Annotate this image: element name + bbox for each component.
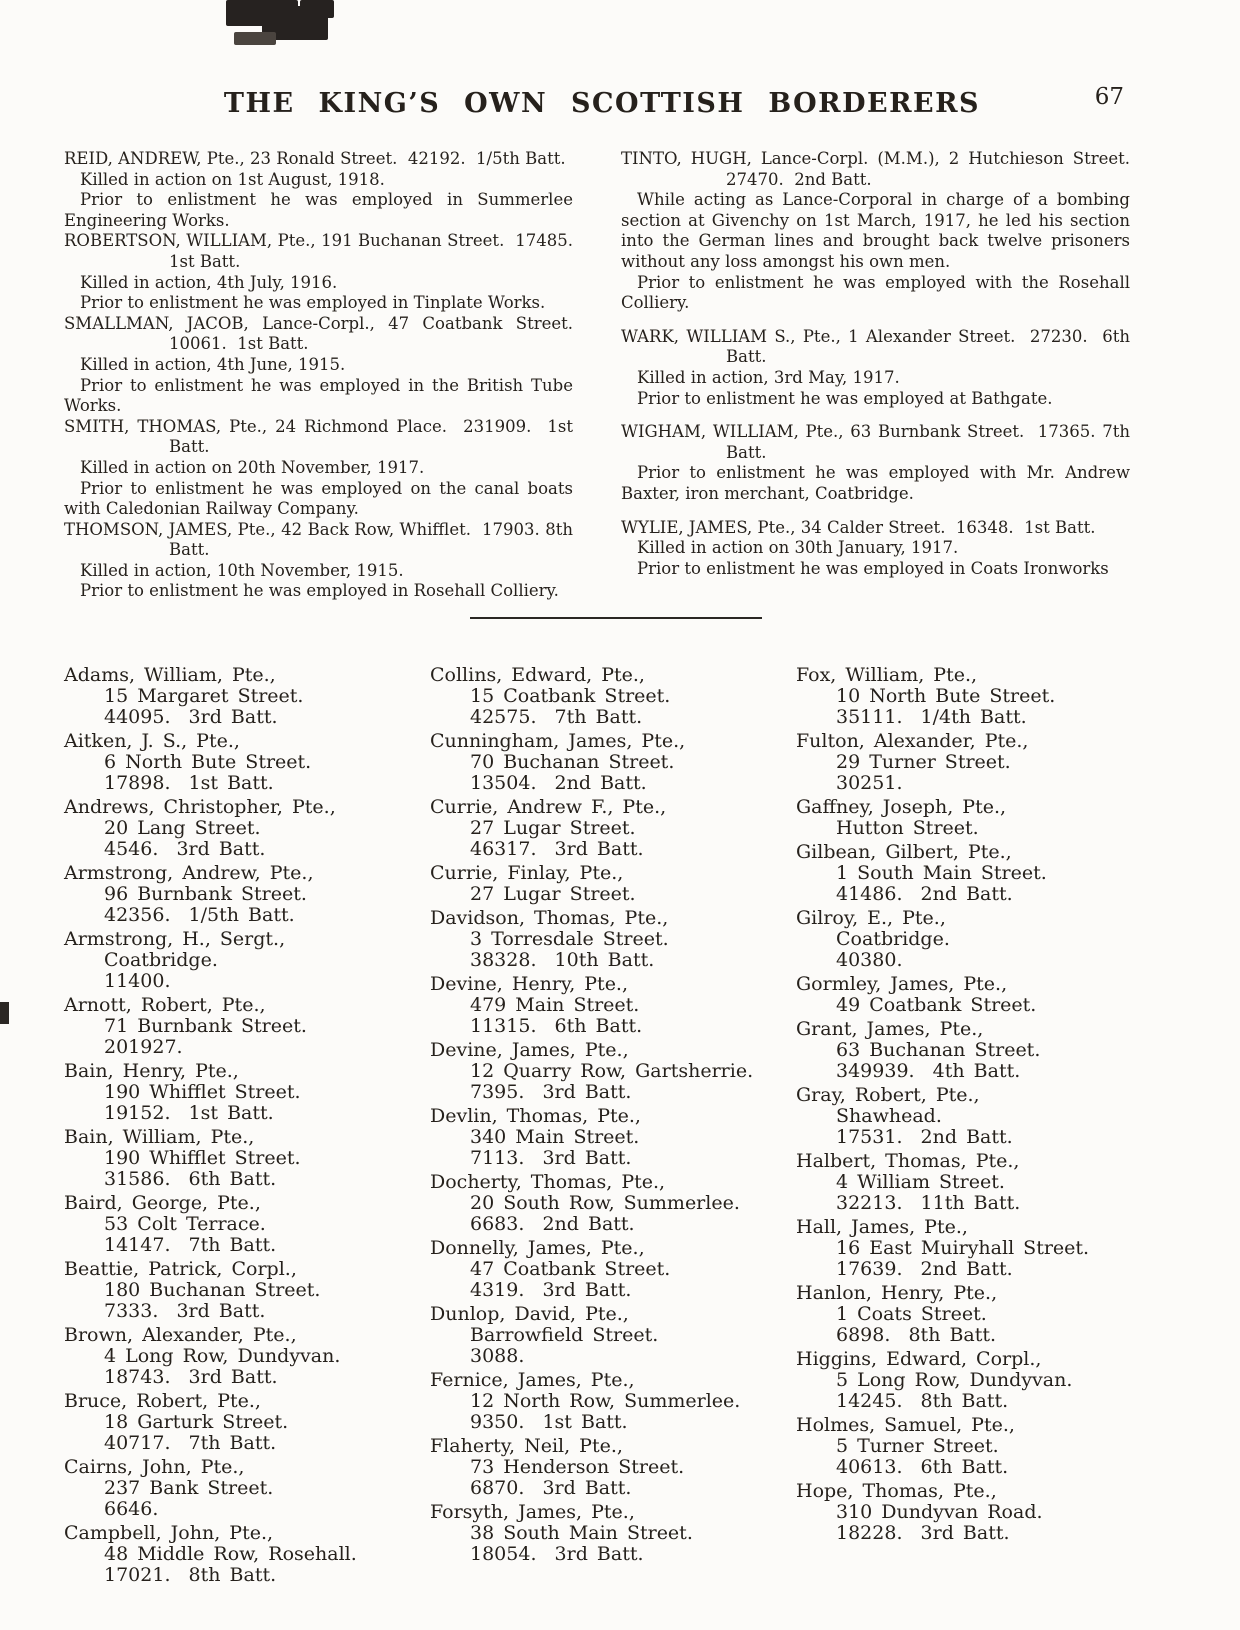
roll-entry-name: Docherty, Thomas, Pte., xyxy=(430,1171,666,1194)
roll-entry xyxy=(430,1172,796,1235)
roll-entry xyxy=(430,1304,796,1367)
roll-entry xyxy=(796,731,1162,794)
memorial-entry-heading: WYLIE, JAMES, Pte., 34 Calder Street. 16348. 1st Batt. xyxy=(621,517,1096,537)
roll-entry xyxy=(64,665,430,728)
roll-entry-address: 71 Burnbank Street. xyxy=(104,1015,307,1038)
roll-entry-number: 30251. xyxy=(836,772,903,795)
memorial-entry xyxy=(621,422,1136,504)
roll-entry-number: 44095. 3rd Batt. xyxy=(104,706,278,729)
roll-entry-name: Donnelly, James, Pte., xyxy=(430,1237,645,1260)
roll-entry-name: Gaffney, Joseph, Pte., xyxy=(796,796,1007,819)
roll-entry-address: 49 Coatbank Street. xyxy=(836,994,1037,1017)
roll-entry-number: 42356. 1/5th Batt. xyxy=(104,904,295,927)
roll-entry xyxy=(796,1085,1162,1148)
roll-entry-number: 40380. xyxy=(836,949,903,972)
roll-entry-address: 180 Buchanan Street. xyxy=(104,1279,321,1302)
roll-entry-number: 4319. 3rd Batt. xyxy=(470,1279,632,1302)
roll-entry-address: 47 Coatbank Street. xyxy=(470,1258,671,1281)
roll-entry-number: 18743. 3rd Batt. xyxy=(104,1366,278,1389)
memorial-entry xyxy=(64,149,573,231)
roll-entry-name: Aitken, J. S., Pte., xyxy=(64,730,240,753)
roll-entry-address: 70 Buchanan Street. xyxy=(470,751,675,774)
roll-entry xyxy=(64,863,430,926)
roll-entry-name: Baird, George, Pte., xyxy=(64,1192,261,1215)
roll-entry-name: Fernice, James, Pte., xyxy=(430,1369,635,1392)
roll-entry-name: Devlin, Thomas, Pte., xyxy=(430,1105,641,1128)
roll-entry xyxy=(430,797,796,860)
roll-entry-number: 31586. 6th Batt. xyxy=(104,1168,277,1191)
memorial-entry-paragraph: Prior to enlistment he was employed in Coats Ironworks xyxy=(637,558,1109,578)
roll-entry-name: Fulton, Alexander, Pte., xyxy=(796,730,1029,753)
roll-entry xyxy=(430,731,796,794)
roll-entry-name: Andrews, Christopher, Pte., xyxy=(64,796,336,819)
roll-entry-address: 10 North Bute Street. xyxy=(836,685,1056,708)
roll-entry-name: Beattie, Patrick, Corpl., xyxy=(64,1258,297,1281)
roll-entry xyxy=(64,1061,430,1124)
memorial-entry-heading: SMITH, THOMAS, Pte., 24 Richmond Place. 231909. 1st Batt. xyxy=(64,416,579,457)
memorial-entry-paragraph: Prior to enlistment he was employed at Bathgate. xyxy=(637,388,1053,408)
roll-entry-number: 42575. 7th Batt. xyxy=(470,706,643,729)
memorial-entry-heading: THOMSON, JAMES, Pte., 42 Back Row, Whifflet. 17903. 8th Batt. xyxy=(64,519,579,560)
roll-entry-number: 7333. 3rd Batt. xyxy=(104,1300,266,1323)
roll-entry-address: 27 Lugar Street. xyxy=(470,883,636,906)
roll-entry-name: Currie, Andrew F., Pte., xyxy=(430,796,667,819)
roll-entry xyxy=(64,929,430,992)
roll-entry-address: 73 Henderson Street. xyxy=(470,1456,685,1479)
roll-entry-name: Devine, James, Pte., xyxy=(430,1039,629,1062)
roll-entry xyxy=(430,1502,796,1565)
scan-edge-mark xyxy=(0,1002,9,1024)
roll-entry xyxy=(796,1415,1162,1478)
roll-entry-name: Grant, James, Pte., xyxy=(796,1018,984,1041)
memorial-entry-heading: WARK, WILLIAM S., Pte., 1 Alexander Street. 27230. 6th Batt. xyxy=(621,326,1136,367)
roll-entry-number: 40717. 7th Batt. xyxy=(104,1432,277,1455)
roll-entry-name: Campbell, John, Pte., xyxy=(64,1522,274,1545)
memorial-entry-paragraph: Killed in action on 1st August, 1918. xyxy=(80,169,385,189)
roll-entry-name: Bain, Henry, Pte., xyxy=(64,1060,239,1083)
roll-entry xyxy=(64,1193,430,1256)
roll-entry-number: 18228. 3rd Batt. xyxy=(836,1522,1010,1545)
memorial-entry xyxy=(621,326,1136,409)
roll-entry xyxy=(430,863,796,905)
roll-entry-name: Devine, Henry, Pte., xyxy=(430,973,629,996)
roll-entry-number: 32213. 11th Batt. xyxy=(836,1192,1021,1215)
roll-entry-number: 11315. 6th Batt. xyxy=(470,1015,643,1038)
roll-entry-name: Davidson, Thomas, Pte., xyxy=(430,907,669,930)
memorial-entry-paragraph: Prior to enlistment he was employed in the British Tube Works. xyxy=(64,375,573,416)
roll-entry-address: 6 North Bute Street. xyxy=(104,751,312,774)
roll-entry-address: 15 Coatbank Street. xyxy=(470,685,671,708)
roll-entry-name: Forsyth, James, Pte., xyxy=(430,1501,635,1524)
roll-entry-address: 190 Whifflet Street. xyxy=(104,1081,301,1104)
roll-entry-number: 6683. 2nd Batt. xyxy=(470,1213,635,1236)
roll-entry-address: 310 Dundyvan Road. xyxy=(836,1501,1043,1524)
roll-entry xyxy=(64,1523,430,1586)
roll-entry-address: 18 Garturk Street. xyxy=(104,1411,289,1434)
roll-entry-number: 46317. 3rd Batt. xyxy=(470,838,644,861)
roll-entry-address: 3 Torresdale Street. xyxy=(470,928,669,951)
memorial-entry xyxy=(64,231,579,313)
roll-entry xyxy=(64,1127,430,1190)
roll-entry-address: Coatbridge. xyxy=(836,928,950,951)
memorial-entry-paragraph: Killed in action, 4th July, 1916. xyxy=(80,272,338,292)
roll-entry-name: Higgins, Edward, Corpl., xyxy=(796,1348,1042,1371)
roll-entry-address: 340 Main Street. xyxy=(470,1126,640,1149)
roll-entry-name: Gormley, James, Pte., xyxy=(796,973,1008,996)
roll-entry-address: 15 Margaret Street. xyxy=(104,685,304,708)
roll-entry-name: Hanlon, Henry, Pte., xyxy=(796,1282,998,1305)
roll-entry-address: Coatbridge. xyxy=(104,949,218,972)
roll-entry-address: 53 Colt Terrace. xyxy=(104,1213,266,1236)
roll-entry-address: 190 Whifflet Street. xyxy=(104,1147,301,1170)
roll-entry xyxy=(796,1151,1162,1214)
page-header xyxy=(0,0,1240,119)
roll-entry-number: 17639. 2nd Batt. xyxy=(836,1258,1013,1281)
roll-entry-number: 18054. 3rd Batt. xyxy=(470,1543,644,1566)
roll-entry-name: Hope, Thomas, Pte., xyxy=(796,1480,997,1503)
memorial-entry-paragraph: Killed in action, 3rd May, 1917. xyxy=(637,367,900,387)
roll-entry xyxy=(796,1283,1162,1346)
roll-entry-name: Brown, Alexander, Pte., xyxy=(64,1324,297,1347)
memorial-entry-paragraph: Prior to enlistment he was employed in Tinplate Works. xyxy=(80,293,546,313)
roll-entry xyxy=(430,1238,796,1301)
roll-entry-number: 38328. 10th Batt. xyxy=(470,949,655,972)
roll-entry-address: 237 Bank Street. xyxy=(104,1477,274,1500)
roll-entry-address: 20 South Row, Summerlee. xyxy=(470,1192,740,1215)
roll-entry-number: 4546. 3rd Batt. xyxy=(104,838,266,861)
memorial-entry-paragraph: Killed in action on 30th January, 1917. xyxy=(637,538,959,558)
memorial-entry xyxy=(64,313,579,417)
roll-entry-name: Cunningham, James, Pte., xyxy=(430,730,686,753)
roll-entry-name: Hall, James, Pte., xyxy=(796,1216,968,1239)
memorial-entry-paragraph: Prior to enlistment he was employed in Rosehall Colliery. xyxy=(80,581,559,601)
roll-entry-name: Cairns, John, Pte., xyxy=(64,1456,245,1479)
roll-entry xyxy=(64,1325,430,1388)
roll-entry xyxy=(64,797,430,860)
roll-entry-name: Bain, William, Pte., xyxy=(64,1126,255,1149)
memorial-entry-paragraph: Killed in action, 4th June, 1915. xyxy=(80,354,346,374)
roll-entry-address: 479 Main Street. xyxy=(470,994,640,1017)
roll-entry-name: Armstrong, H., Sergt., xyxy=(64,928,286,951)
roll-entry-number: 349939. 4th Batt. xyxy=(836,1060,1021,1083)
roll-entry xyxy=(796,1019,1162,1082)
roll-entry-number: 19152. 1st Batt. xyxy=(104,1102,274,1125)
roll-entry xyxy=(430,974,796,1037)
memorial-entry-heading: SMALLMAN, JACOB, Lance-Corpl., 47 Coatbank Street. 10061. 1st Batt. xyxy=(64,313,579,354)
roll-entry-name: Flaherty, Neil, Pte., xyxy=(430,1435,623,1458)
roll-entry xyxy=(796,974,1162,1016)
roll-entry-number: 9350. 1st Batt. xyxy=(470,1411,628,1434)
roll-entry-address: 4 Long Row, Dundyvan. xyxy=(104,1345,341,1368)
roll-entry xyxy=(430,665,796,728)
roll-entry-name: Adams, William, Pte., xyxy=(64,664,276,687)
memorial-entry-paragraph: Prior to enlistment he was employed with Mr. Andrew Baxter, iron merchant, Coatbridge. xyxy=(621,463,1130,503)
roll-entry-name: Bruce, Robert, Pte., xyxy=(64,1390,261,1413)
memorial-entry-heading: ROBERTSON, WILLIAM, Pte., 191 Buchanan Street. 17485. 1st Batt. xyxy=(64,231,579,271)
memorial-column-right xyxy=(621,149,1136,602)
roll-entry-address: Shawhead. xyxy=(836,1105,942,1128)
roll-entry-number: 7395. 3rd Batt. xyxy=(470,1081,632,1104)
roll-entry-name: Dunlop, David, Pte., xyxy=(430,1303,629,1326)
memorial-entry xyxy=(64,416,579,520)
roll-entry-address: 38 South Main Street. xyxy=(470,1522,693,1545)
roll-entry xyxy=(796,665,1162,728)
roll-entry xyxy=(430,1106,796,1169)
roll-entry-address: 63 Buchanan Street. xyxy=(836,1039,1041,1062)
roll-entry-name: Armstrong, Andrew, Pte., xyxy=(64,862,314,885)
section-divider xyxy=(470,617,762,619)
roll-entry-address: 20 Lang Street. xyxy=(104,817,261,840)
roll-entry-number: 40613. 6th Batt. xyxy=(836,1456,1009,1479)
memorial-entry-paragraph: Prior to enlistment he was employed in Summerlee Engineering Works. xyxy=(64,190,573,230)
page-number: 67 xyxy=(1094,84,1124,110)
memorial-column-left xyxy=(64,149,579,602)
roll-entry-number: 17898. 1st Batt. xyxy=(104,772,274,795)
roll-entry-number: 6646. xyxy=(104,1498,159,1521)
roll-entry xyxy=(64,1259,430,1322)
roll-entry-name: Gray, Robert, Pte., xyxy=(796,1084,980,1107)
roll-entry-address: 5 Long Row, Dundyvan. xyxy=(836,1369,1073,1392)
roll-entry-address: Hutton Street. xyxy=(836,817,979,840)
roll-entry xyxy=(430,1436,796,1499)
memorial-entry-paragraph: While acting as Lance-Corporal in charge of a bombing section at Givenchy on 1st March, 1917, he led his section into the German lines and brought back twelve prisoners without any loss amongst his own men. xyxy=(621,190,1130,271)
memorial-entry-heading: REID, ANDREW, Pte., 23 Ronald Street. 42192. 1/5th Batt. xyxy=(64,149,566,168)
roll-entry-address: 27 Lugar Street. xyxy=(470,817,636,840)
roll-entry xyxy=(64,1391,430,1454)
roll-entry-name: Gilroy, E., Pte., xyxy=(796,907,946,930)
roll-entry xyxy=(64,731,430,794)
roll-entry xyxy=(64,1457,430,1520)
roll-entry-address: 12 Quarry Row, Gartsherrie. xyxy=(470,1060,754,1083)
page-title: THE KING’S OWN SCOTTISH BORDERERS xyxy=(223,88,981,119)
roll-entry-name: Currie, Finlay, Pte., xyxy=(430,862,624,885)
roll-entry-address: 16 East Muiryhall Street. xyxy=(836,1237,1090,1260)
roll-entry xyxy=(796,842,1162,905)
roll-entry xyxy=(430,1040,796,1103)
roll-entry-number: 35111. 1/4th Batt. xyxy=(836,706,1027,729)
memorial-entry xyxy=(621,149,1136,314)
memorial-entry xyxy=(621,518,1130,580)
roll-entry-name: Fox, William, Pte., xyxy=(796,664,978,687)
roll-entry xyxy=(796,1349,1162,1412)
roll-entry-name: Gilbean, Gilbert, Pte., xyxy=(796,841,1012,864)
roll-entry-address: 29 Turner Street. xyxy=(836,751,1011,774)
memorial-section xyxy=(64,149,1136,602)
roll-entry-number: 3088. xyxy=(470,1345,525,1368)
roll-entry-number: 17531. 2nd Batt. xyxy=(836,1126,1013,1149)
memorial-entry-heading: TINTO, HUGH, Lance-Corpl. (M.M.), 2 Hutchieson Street. 27470. 2nd Batt. xyxy=(621,149,1136,189)
roll-entry-number: 13504. 2nd Batt. xyxy=(470,772,647,795)
roll-entry-address: 1 South Main Street. xyxy=(836,862,1047,885)
roll-entry-address: 48 Middle Row, Rosehall. xyxy=(104,1543,357,1566)
roll-entry xyxy=(430,1370,796,1433)
roll-entry-address: 1 Coats Street. xyxy=(836,1303,987,1326)
memorial-entry-paragraph: Prior to enlistment he was employed on the canal boats with Caledonian Railway Company. xyxy=(64,478,573,519)
roll-entry-name: Halbert, Thomas, Pte., xyxy=(796,1150,1020,1173)
roll-entry-address: 96 Burnbank Street. xyxy=(104,883,307,906)
roll-entry-address: Barrowfield Street. xyxy=(470,1324,659,1347)
roll-of-honour-list xyxy=(64,665,1240,1589)
roll-entry xyxy=(796,1481,1162,1544)
roll-entry-name: Collins, Edward, Pte., xyxy=(430,664,645,687)
roll-entry xyxy=(796,908,1162,971)
roll-entry-number: 14147. 7th Batt. xyxy=(104,1234,277,1257)
roll-entry-number: 6898. 8th Batt. xyxy=(836,1324,997,1347)
roll-entry-number: 7113. 3rd Batt. xyxy=(470,1147,632,1170)
roll-entry-address: 5 Turner Street. xyxy=(836,1435,999,1458)
roll-column-2 xyxy=(430,665,796,1589)
roll-entry xyxy=(64,995,430,1058)
memorial-entry-heading: WIGHAM, WILLIAM, Pte., 63 Burnbank Street. 17365. 7th Batt. xyxy=(621,422,1136,462)
roll-entry-address: 4 William Street. xyxy=(836,1171,1005,1194)
roll-entry xyxy=(796,1217,1162,1280)
roll-entry-number: 6870. 3rd Batt. xyxy=(470,1477,632,1500)
roll-entry-number: 11400. xyxy=(104,970,171,993)
roll-entry-number: 14245. 8th Batt. xyxy=(836,1390,1009,1413)
roll-entry-number: 41486. 2nd Batt. xyxy=(836,883,1013,906)
roll-entry-name: Holmes, Samuel, Pte., xyxy=(796,1414,1015,1437)
roll-entry-name: Arnott, Robert, Pte., xyxy=(64,994,266,1017)
roll-column-1 xyxy=(64,665,430,1589)
roll-entry-address: 12 North Row, Summerlee. xyxy=(470,1390,741,1413)
memorial-entry-paragraph: Prior to enlistment he was employed with the Rosehall Colliery. xyxy=(621,272,1130,313)
roll-entry xyxy=(430,908,796,971)
roll-column-3 xyxy=(796,665,1162,1589)
roll-entry-number: 17021. 8th Batt. xyxy=(104,1564,277,1587)
roll-entry-number: 201927. xyxy=(104,1036,183,1059)
memorial-entry-paragraph: Killed in action, 10th November, 1915. xyxy=(80,560,404,580)
roll-entry xyxy=(796,797,1162,839)
memorial-entry xyxy=(64,519,579,602)
memorial-entry-paragraph: Killed in action on 20th November, 1917. xyxy=(80,457,425,477)
